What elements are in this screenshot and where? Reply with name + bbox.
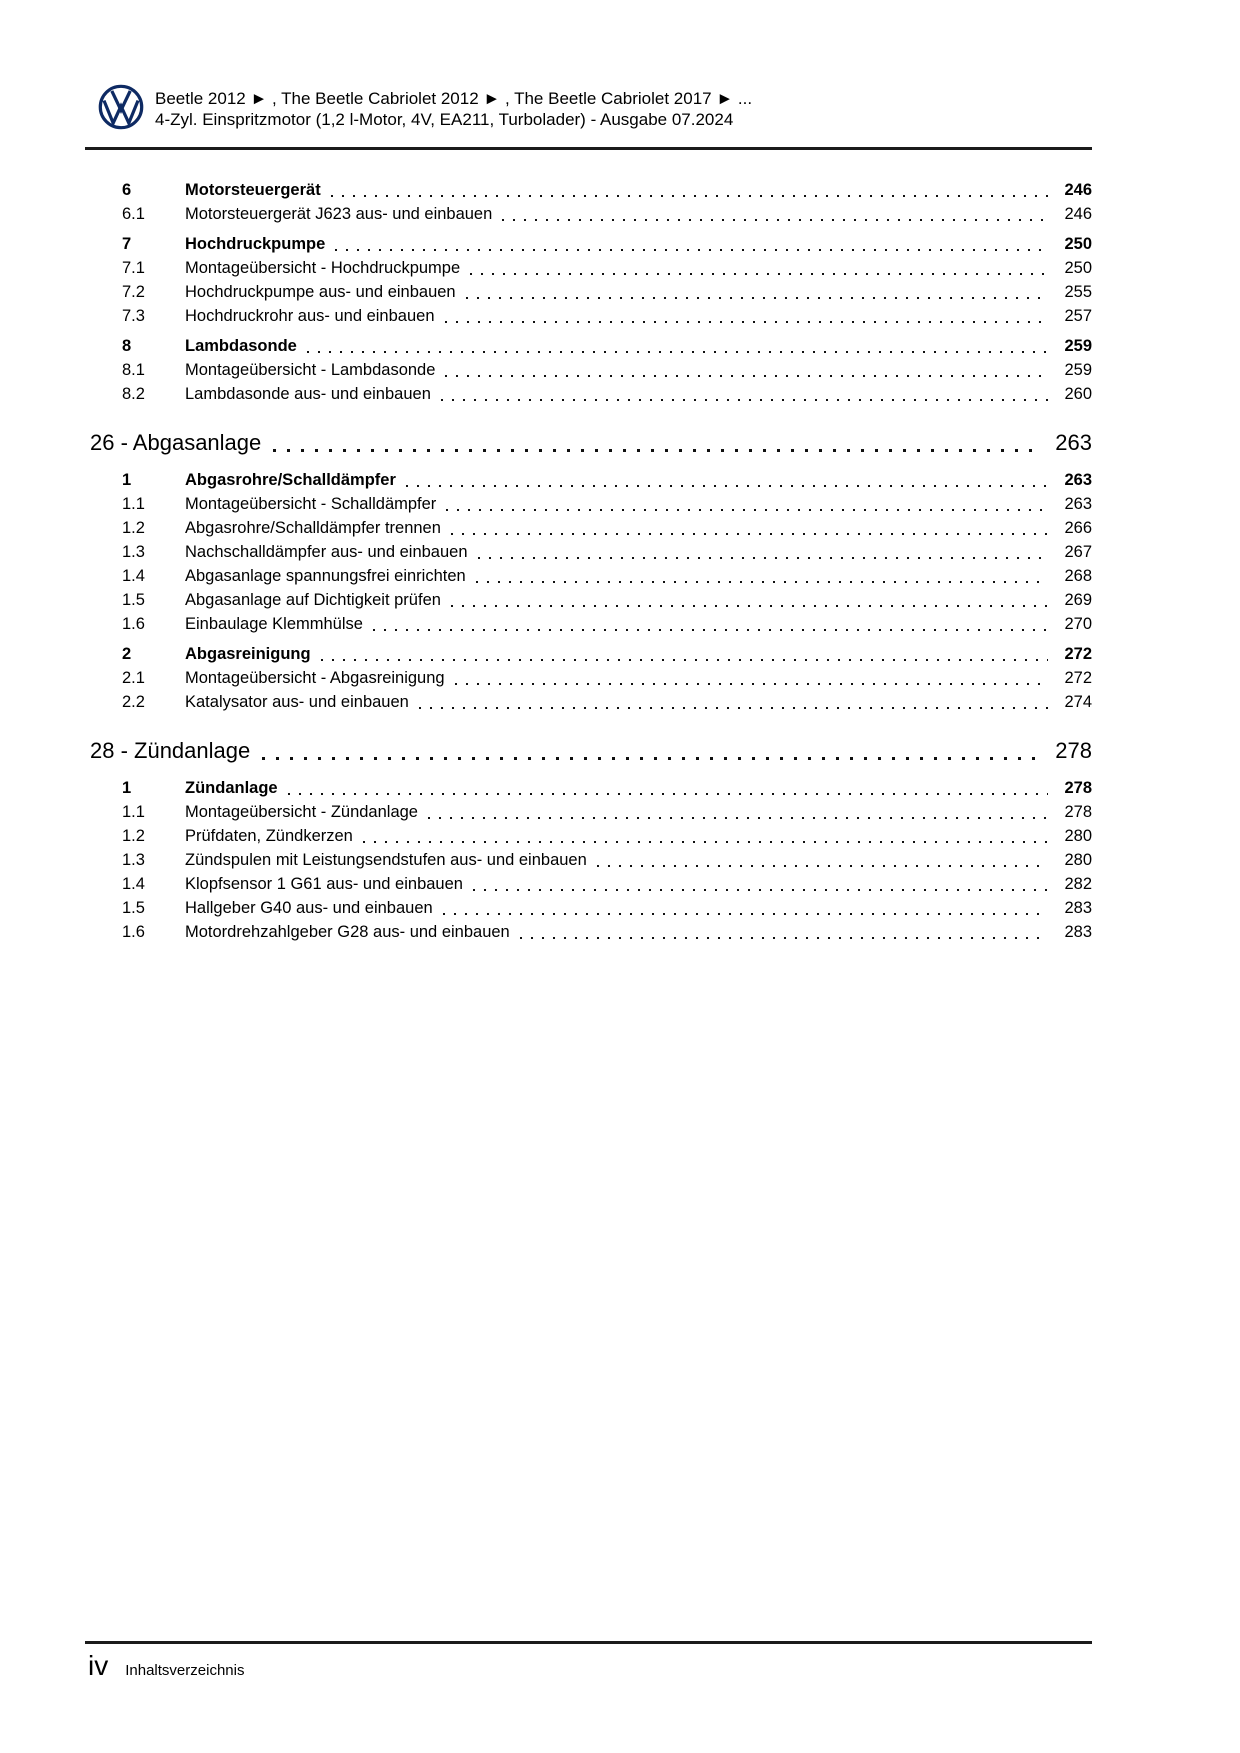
toc-entry-title: Nachschalldämpfer aus- und einbauen: [185, 543, 468, 561]
toc-entry[interactable]: [90, 642, 1092, 666]
toc-entry[interactable]: [90, 468, 1092, 492]
toc-entry-number: 1.4: [122, 875, 145, 893]
toc-entry-page: 263: [1064, 495, 1092, 513]
toc-entry[interactable]: [90, 896, 1092, 920]
dot-leader: [441, 399, 1048, 401]
toc-entry-number: 6.1: [122, 205, 145, 223]
toc-entry-title: 26 - Abgasanlage: [90, 430, 262, 455]
dot-leader: [451, 605, 1048, 607]
toc-entry[interactable]: [90, 848, 1092, 872]
toc-entry-title: 28 - Zündanlage: [90, 738, 251, 763]
toc-entry-page: 269: [1064, 591, 1092, 609]
header-rule: [85, 147, 1092, 150]
toc-entry-number: 1.6: [122, 615, 145, 633]
toc-entry-title: Montageübersicht - Zündanlage: [185, 803, 418, 821]
dot-leader: [445, 375, 1048, 377]
dot-leader: [406, 485, 1048, 487]
toc-entry-page: 274: [1064, 693, 1092, 711]
toc-entry-page: 267: [1064, 543, 1092, 561]
toc-entry-page: 259: [1064, 337, 1092, 355]
toc-entry-title: Montageübersicht - Schalldämpfer: [185, 495, 437, 513]
toc-entry[interactable]: [90, 736, 1092, 766]
toc-entry-page: 272: [1064, 645, 1092, 663]
toc-entry[interactable]: [90, 202, 1092, 226]
dot-leader: [262, 757, 1038, 760]
toc-entry-page: 280: [1064, 827, 1092, 845]
dot-leader: [473, 889, 1048, 891]
toc-entry-title: Zündspulen mit Leistungsendstufen aus- und einbauen: [185, 851, 587, 869]
toc-entry-page: 257: [1064, 307, 1092, 325]
toc-entry-number: 1.3: [122, 543, 145, 561]
dot-leader: [419, 707, 1048, 709]
footer-page-number: iv: [88, 1650, 109, 1681]
dot-leader: [478, 557, 1048, 559]
toc-entry[interactable]: [90, 178, 1092, 202]
dot-leader: [363, 841, 1048, 843]
toc-entry-title: Katalysator aus- und einbauen: [185, 693, 409, 711]
toc-entry-title: Abgasanlage spannungsfrei einrichten: [185, 567, 466, 585]
toc-entry-title: Hochdruckpumpe aus- und einbauen: [185, 283, 456, 301]
toc-entry-number: 8.2: [122, 385, 145, 403]
toc-entry-page: 278: [1055, 738, 1092, 763]
toc-entry-title: Zündanlage: [185, 779, 278, 797]
footer-line: [85, 1651, 1092, 1681]
toc-entry-page: 263: [1064, 471, 1092, 489]
toc-entry-title: Motordrehzahlgeber G28 aus- und einbauen: [185, 923, 510, 941]
toc-entry-page: 280: [1064, 851, 1092, 869]
dot-leader: [470, 273, 1048, 275]
toc-entry-page: 278: [1064, 779, 1092, 797]
dot-leader: [597, 865, 1048, 867]
toc-entry[interactable]: [90, 588, 1092, 612]
toc-entry-page: 278: [1064, 803, 1092, 821]
toc-entry-page: 268: [1064, 567, 1092, 585]
toc-entry-page: 270: [1064, 615, 1092, 633]
page-header: [98, 82, 752, 130]
toc-entry-title: Hochdruckpumpe: [185, 235, 326, 253]
toc-entry[interactable]: [90, 564, 1092, 588]
header-engine-line: 4-Zyl. Einspritzmotor (1,2 l-Motor, 4V, EA211, Turbolader) - Ausgabe 07.2024: [155, 110, 734, 129]
toc-entry[interactable]: [90, 304, 1092, 328]
toc-entry-title: Abgasrohre/Schalldämpfer trennen: [185, 519, 441, 537]
dot-leader: [335, 249, 1048, 251]
toc-entry-number: 1.2: [122, 827, 145, 845]
toc-entry-number: 1.3: [122, 851, 145, 869]
toc-entry-number: 2.2: [122, 693, 145, 711]
toc-entry-number: 1: [122, 779, 132, 797]
toc-entry-page: 250: [1064, 259, 1092, 277]
dot-leader: [455, 683, 1048, 685]
toc-entry[interactable]: [90, 334, 1092, 358]
table-of-contents: [90, 172, 1092, 944]
toc-entry-page: 283: [1064, 899, 1092, 917]
toc-entry[interactable]: [90, 516, 1092, 540]
header-text: [155, 82, 752, 130]
toc-entry-title: Montageübersicht - Lambdasonde: [185, 361, 436, 379]
toc-entry-number: 2: [122, 645, 132, 663]
dot-leader: [288, 793, 1048, 795]
toc-entry-title: Abgasreinigung: [185, 645, 311, 663]
toc-entry-title: Abgasanlage auf Dichtigkeit prüfen: [185, 591, 441, 609]
toc-entry-page: 259: [1064, 361, 1092, 379]
toc-entry-number: 8.1: [122, 361, 145, 379]
toc-entry-number: 1.5: [122, 591, 145, 609]
toc-entry-page: 260: [1064, 385, 1092, 403]
toc-entry-number: 1.2: [122, 519, 145, 537]
dot-leader: [331, 195, 1048, 197]
toc-entry[interactable]: [90, 358, 1092, 382]
header-models-line: Beetle 2012 ► , The Beetle Cabriolet 2012 ► , The Beetle Cabriolet 2017 ► ...: [155, 89, 753, 108]
toc-entry-title: Lambdasonde aus- und einbauen: [185, 385, 431, 403]
toc-entry[interactable]: [90, 428, 1092, 458]
dot-leader: [307, 351, 1048, 353]
dot-leader: [446, 509, 1048, 511]
dot-leader: [428, 817, 1048, 819]
toc-entry-title: Motorsteuergerät: [185, 181, 321, 199]
toc-entry[interactable]: [90, 920, 1092, 944]
toc-entry-number: 2.1: [122, 669, 145, 687]
dot-leader: [273, 449, 1038, 452]
toc-entry-number: 7.2: [122, 283, 145, 301]
toc-entry[interactable]: [90, 232, 1092, 256]
toc-entry-number: 1.1: [122, 495, 145, 513]
toc-entry-title: Motorsteuergerät J623 aus- und einbauen: [185, 205, 493, 223]
dot-leader: [502, 219, 1048, 221]
toc-entry-number: 1.6: [122, 923, 145, 941]
toc-entry-number: 1.4: [122, 567, 145, 585]
toc-entry-title: Hochdruckrohr aus- und einbauen: [185, 307, 435, 325]
footer-rule: [85, 1641, 1092, 1644]
dot-leader: [443, 913, 1048, 915]
toc-entry-title: Montageübersicht - Abgasreinigung: [185, 669, 445, 687]
toc-entry-title: Einbaulage Klemmhülse: [185, 615, 363, 633]
toc-entry-title: Montageübersicht - Hochdruckpumpe: [185, 259, 461, 277]
toc-entry-title: Klopfsensor 1 G61 aus- und einbauen: [185, 875, 463, 893]
dot-leader: [373, 629, 1048, 631]
toc-entry[interactable]: [90, 666, 1092, 690]
toc-entry-title: Prüfdaten, Zündkerzen: [185, 827, 353, 845]
toc-entry-title: Hallgeber G40 aus- und einbauen: [185, 899, 433, 917]
toc-entry-number: 8: [122, 337, 132, 355]
toc-entry[interactable]: [90, 776, 1092, 800]
toc-entry-page: 283: [1064, 923, 1092, 941]
footer-section-label: Inhaltsverzeichnis: [125, 1662, 245, 1679]
toc-entry-number: 7.1: [122, 259, 145, 277]
toc-entry-number: 1.5: [122, 899, 145, 917]
toc-entry[interactable]: [90, 256, 1092, 280]
toc-entry-page: 255: [1064, 283, 1092, 301]
dot-leader: [476, 581, 1048, 583]
toc-entry-page: 266: [1064, 519, 1092, 537]
toc-entry[interactable]: [90, 382, 1092, 406]
toc-entry-number: 1.1: [122, 803, 145, 821]
toc-entry-page: 246: [1064, 181, 1092, 199]
dot-leader: [321, 659, 1048, 661]
toc-entry-number: 7: [122, 235, 132, 253]
toc-entry-page: 250: [1064, 235, 1092, 253]
toc-entry-page: 263: [1055, 430, 1092, 455]
toc-entry-page: 246: [1064, 205, 1092, 223]
toc-entry[interactable]: [90, 690, 1092, 714]
vw-logo-icon: [98, 84, 144, 130]
dot-leader: [445, 321, 1049, 323]
toc-entry-number: 1: [122, 471, 132, 489]
toc-entry[interactable]: [90, 540, 1092, 564]
toc-entry[interactable]: [90, 800, 1092, 824]
page-footer: [85, 1641, 1092, 1681]
toc-entry-page: 272: [1064, 669, 1092, 687]
toc-entry-title: Lambdasonde: [185, 337, 297, 355]
toc-entry[interactable]: [90, 612, 1092, 636]
dot-leader: [520, 937, 1048, 939]
dot-leader: [451, 533, 1048, 535]
toc-entry[interactable]: [90, 280, 1092, 304]
toc-entry[interactable]: [90, 872, 1092, 896]
toc-entry[interactable]: [90, 492, 1092, 516]
toc-entry-number: 6: [122, 181, 132, 199]
dot-leader: [466, 297, 1048, 299]
toc-entry[interactable]: [90, 824, 1092, 848]
toc-entry-title: Abgasrohre/Schalldämpfer: [185, 471, 396, 489]
toc-entry-page: 282: [1064, 875, 1092, 893]
toc-entry-number: 7.3: [122, 307, 145, 325]
